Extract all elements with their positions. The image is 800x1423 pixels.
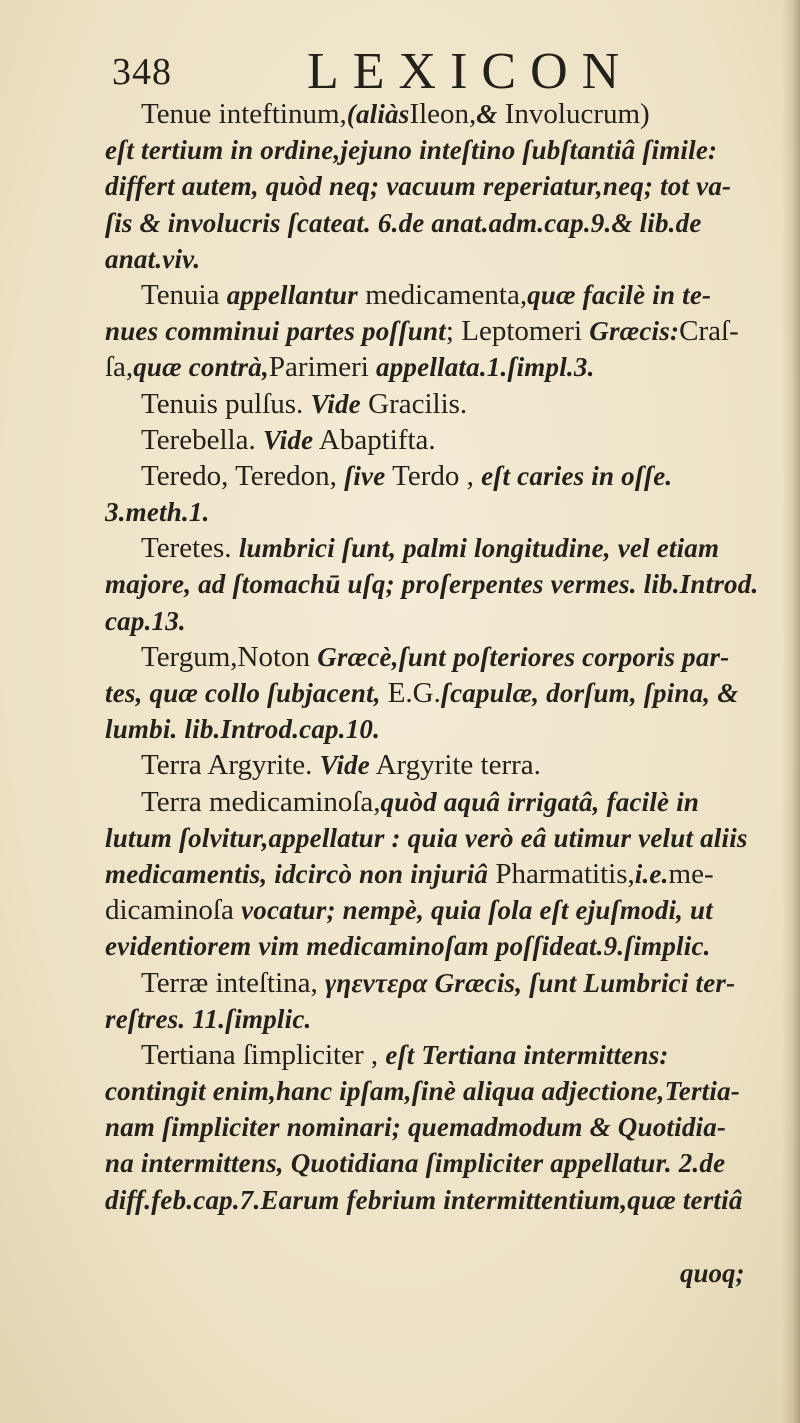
roman-text: ; Leptomeri bbox=[445, 315, 590, 348]
text-line bbox=[105, 892, 767, 928]
italic-text: appellantur bbox=[226, 279, 358, 310]
italic-text: quòd aquâ irrigatâ, facilè in bbox=[380, 786, 700, 817]
italic-text: Græcè,ſunt poſteriores corporis par- bbox=[317, 641, 730, 672]
italic-text: vocatur; nempè, quia ſola eſt ejuſmodi, ut bbox=[241, 895, 713, 926]
text-line bbox=[105, 96, 767, 132]
text-line bbox=[105, 349, 767, 385]
italic-text: anat.viv. bbox=[105, 243, 201, 274]
italic-text: Vide bbox=[262, 424, 314, 455]
text-line bbox=[105, 820, 767, 856]
text-line bbox=[105, 386, 767, 422]
text-line bbox=[105, 639, 767, 675]
text-line bbox=[105, 856, 767, 892]
text-block bbox=[105, 96, 767, 1218]
roman-text: ſa, bbox=[105, 351, 134, 384]
italic-text: quæ contrà, bbox=[133, 352, 269, 383]
text-line bbox=[105, 422, 767, 458]
italic-text: eſt tertium in ordine,jejuno inteſtino ſubſtantiâ ſimile: bbox=[105, 135, 718, 166]
italic-text: (aliàs bbox=[346, 99, 410, 129]
roman-text: Involucrum) bbox=[497, 98, 650, 130]
roman-text: Pharmatitis, bbox=[488, 857, 635, 890]
text-line bbox=[105, 675, 767, 711]
italic-text: & bbox=[476, 99, 498, 129]
italic-text: eſt Tertiana intermittens: bbox=[385, 1039, 669, 1070]
roman-text: Tenue inteftinum, bbox=[141, 98, 347, 130]
italic-text: 3.meth.1. bbox=[105, 497, 210, 528]
roman-text: Terra medicaminoſa, bbox=[141, 785, 381, 818]
roman-text: Tenuis pulſus. bbox=[141, 387, 311, 420]
catchword: quoq; bbox=[680, 1258, 745, 1288]
italic-text: eſt caries in oſſe. bbox=[481, 460, 673, 491]
italic-text: Vide bbox=[319, 750, 370, 781]
italic-text: medicamentis, idcircò non injuriâ bbox=[105, 858, 489, 889]
italic-text: ſis & involucris ſcateat. 6.de anat.adm.cap.9.& lib.de bbox=[105, 207, 702, 238]
roman-text: Teretes. bbox=[141, 532, 239, 565]
italic-text: γηεντερα Græcis, ſunt Lumbrici ter- bbox=[325, 967, 736, 998]
italic-text: nues comminui partes poſſunt bbox=[105, 316, 446, 347]
text-line bbox=[105, 603, 767, 639]
page-edge-shadow bbox=[782, 0, 800, 1423]
text-line bbox=[105, 313, 767, 349]
roman-text: medicamenta, bbox=[357, 278, 528, 311]
text-line bbox=[105, 458, 767, 494]
roman-text: me- bbox=[668, 857, 714, 890]
text-line bbox=[105, 530, 767, 566]
italic-text: ſcapulæ, dorſum, ſpina, & bbox=[440, 678, 739, 708]
text-line bbox=[105, 711, 767, 747]
roman-text: Abaptifta. bbox=[313, 423, 436, 456]
roman-text: Gracilis. bbox=[360, 387, 468, 420]
page-header bbox=[112, 42, 712, 98]
text-line bbox=[105, 928, 767, 964]
text-line bbox=[105, 784, 767, 820]
roman-text: Tenuia bbox=[141, 278, 227, 311]
page-number: 348 bbox=[112, 51, 172, 93]
text-line bbox=[105, 1037, 767, 1073]
italic-text: tes, quæ collo ſubjacent, bbox=[105, 678, 388, 708]
italic-text: lumbrici ſunt, palmi longitudine, vel etiam bbox=[238, 533, 720, 564]
roman-text: dicaminoſa bbox=[105, 894, 242, 927]
text-line bbox=[105, 241, 767, 277]
text-line bbox=[105, 1145, 767, 1181]
roman-text: E.G. bbox=[387, 677, 441, 709]
text-line bbox=[105, 1001, 767, 1037]
italic-text: reſtres. 11.ſimplic. bbox=[105, 1003, 312, 1034]
roman-text: Terdo , bbox=[385, 459, 482, 492]
roman-text: Terræ inteſtina, bbox=[141, 966, 325, 999]
text-line bbox=[105, 494, 767, 530]
italic-text: differt autem, quòd neq; vacuum reperiatur,neq; tot va- bbox=[105, 171, 732, 202]
italic-text: evidentiorem vim medicaminoſam poſſideat.9.ſimplic. bbox=[105, 931, 711, 962]
italic-text: appellata.1.ſimpl.3. bbox=[376, 352, 595, 383]
text-line bbox=[105, 132, 767, 168]
text-line bbox=[105, 965, 767, 1001]
text-line bbox=[105, 1109, 767, 1145]
roman-text: Ileon, bbox=[409, 98, 477, 130]
text-line bbox=[105, 168, 767, 204]
italic-text: nam ſimpliciter nominari; quemadmodum & Quotidia- bbox=[105, 1112, 727, 1143]
italic-text: lutum ſolvitur,appellatur : quia verò eâ utimur velut aliis bbox=[105, 822, 748, 853]
text-line bbox=[105, 277, 767, 313]
roman-text: Parimeri bbox=[268, 351, 377, 384]
italic-text: i.e. bbox=[634, 858, 669, 889]
roman-text: Teredo, Teredon, bbox=[141, 459, 345, 492]
running-head: LEXICON bbox=[307, 43, 634, 100]
italic-text: lumbi. lib.Introd.cap.10. bbox=[105, 714, 381, 745]
roman-text: Tergum,Noton bbox=[141, 640, 318, 673]
italic-text: ſive bbox=[344, 460, 386, 491]
italic-text: contingit enim,hanc ipſam,ſinè aliqua adjectione,Tertia- bbox=[105, 1076, 740, 1107]
italic-text: Græcis: bbox=[589, 316, 680, 347]
italic-text: Vide bbox=[310, 388, 361, 419]
text-line bbox=[105, 747, 767, 783]
text-line bbox=[105, 566, 767, 602]
roman-text: Tertiana ſimpliciter , bbox=[141, 1038, 386, 1071]
roman-text: Craſ- bbox=[679, 315, 739, 348]
italic-text: quæ facilè in te- bbox=[527, 279, 712, 310]
text-line bbox=[105, 205, 767, 241]
italic-text: majore, ad ſtomachū uſq; proſerpentes vermes. lib.Introd. bbox=[105, 569, 759, 600]
text-line bbox=[105, 1073, 767, 1109]
italic-text: diff.feb.cap.7.Earum febrium intermittentium,quæ tertiâ bbox=[105, 1184, 743, 1215]
roman-text: Terebella. bbox=[141, 423, 263, 456]
roman-text: Argyrite terra. bbox=[369, 749, 541, 782]
italic-text: na intermittens, Quotidiana ſimpliciter appellatur. 2.de bbox=[105, 1148, 726, 1179]
italic-text: cap.13. bbox=[105, 605, 186, 636]
roman-text: Terra Argyrite. bbox=[141, 749, 320, 782]
text-line bbox=[105, 1182, 767, 1218]
